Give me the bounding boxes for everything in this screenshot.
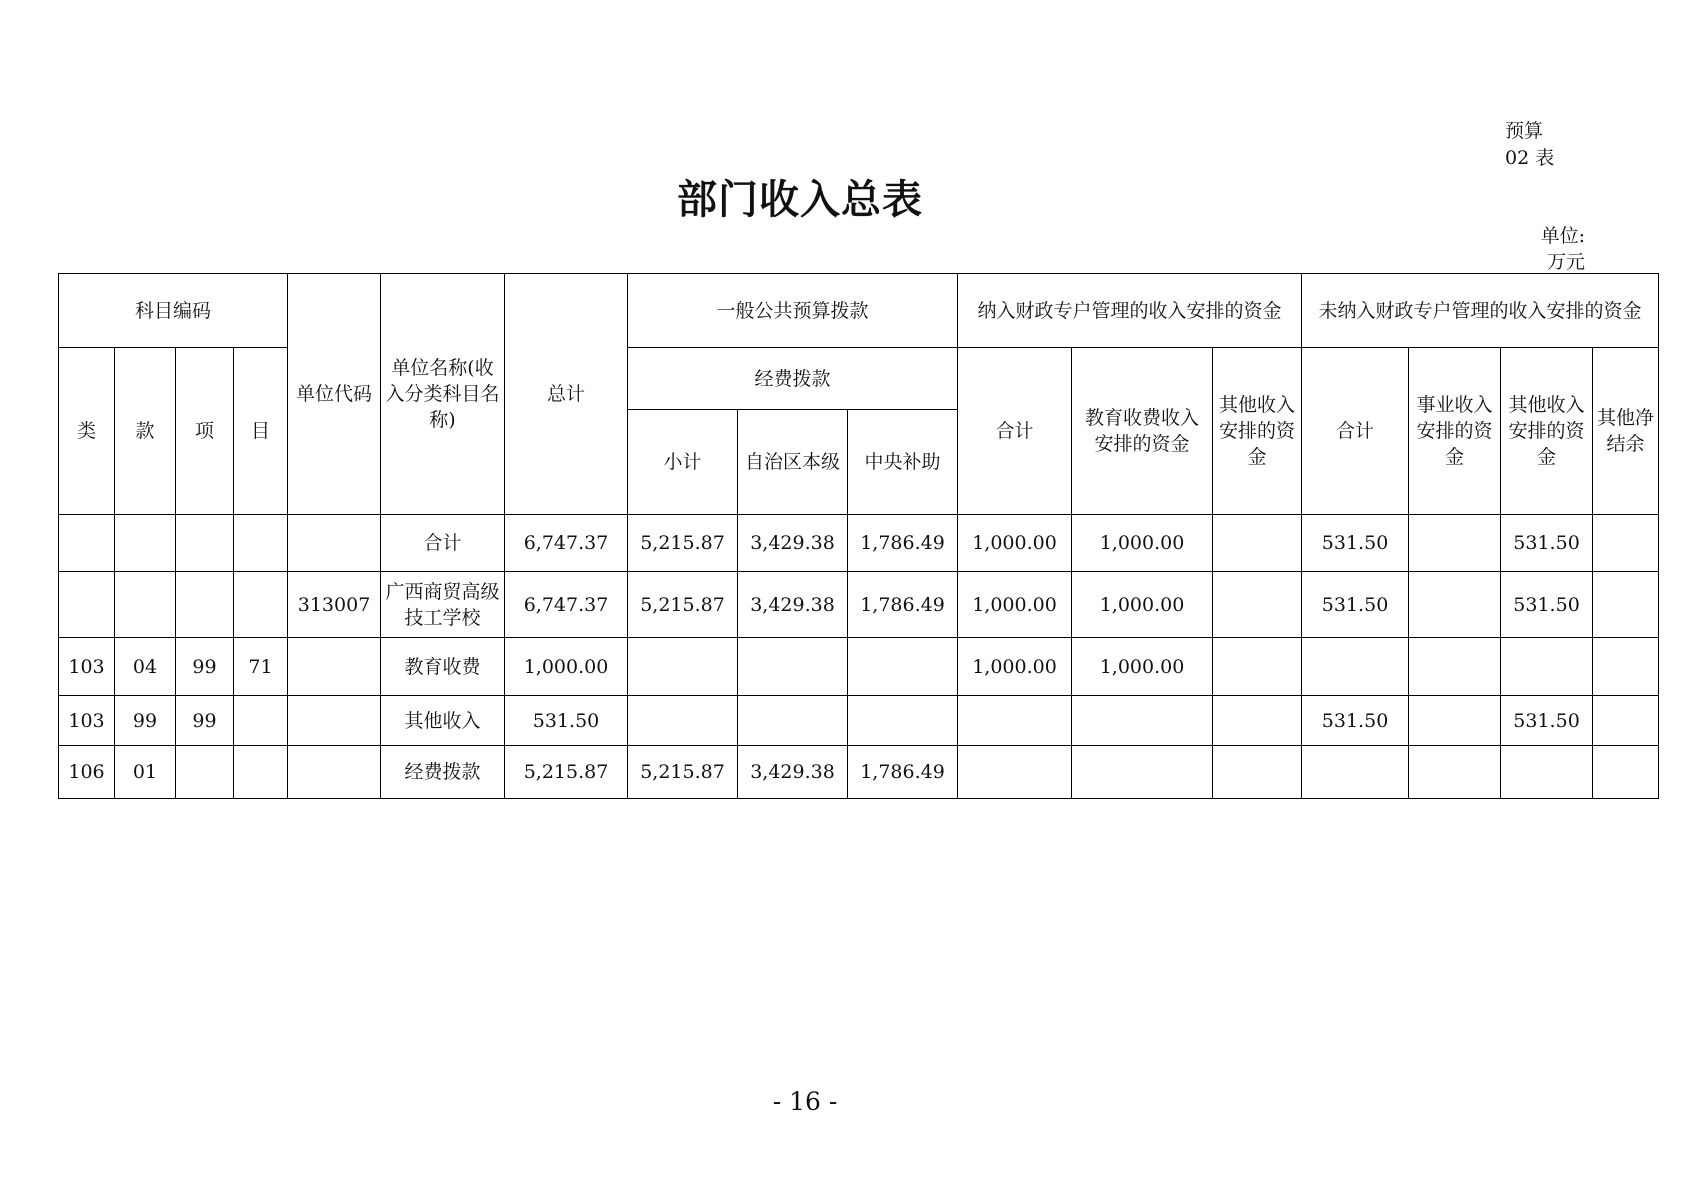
cell-region-level: 3,429.38 [738, 572, 848, 638]
cell-nf-business-income [1409, 696, 1501, 746]
cell-unit-code [288, 696, 381, 746]
cell-unit-name: 教育收费 [381, 638, 505, 696]
cell-mu [234, 515, 288, 572]
cell-nf-other-income [1501, 746, 1593, 799]
cell-fs-education-fee [1072, 746, 1213, 799]
cell-fs-other-income [1213, 746, 1302, 799]
cell-total: 5,215.87 [505, 746, 628, 799]
table-row [59, 572, 1659, 638]
cell-xiang [176, 572, 234, 638]
header-subject-code: 科目编码 [59, 274, 288, 348]
header-funding-allocation: 经费拨款 [628, 348, 958, 410]
cell-nf-other-income: 531.50 [1501, 515, 1593, 572]
cell-region-level [738, 638, 848, 696]
cell-nf-net-balance [1593, 696, 1659, 746]
cell-unit-code [288, 746, 381, 799]
document-title: 部门收入总表 [677, 176, 923, 223]
cell-region-level: 3,429.38 [738, 515, 848, 572]
cell-total: 6,747.37 [505, 572, 628, 638]
form-number-line1: 预算 [1505, 120, 1544, 142]
cell-nf-net-balance [1593, 638, 1659, 696]
header-nf-business-income: 事业收入安排的资金 [1409, 348, 1501, 515]
header-general-budget: 一般公共预算拨款 [628, 274, 958, 348]
unit-label-line1: 单位: [1540, 225, 1585, 247]
cell-unit-name: 广西商贸高级技工学校 [381, 572, 505, 638]
header-non-fiscal: 未纳入财政专户管理的收入安排的资金 [1302, 274, 1659, 348]
cell-nf-total: 531.50 [1302, 696, 1409, 746]
table-row [59, 746, 1659, 799]
cell-central-subsidy: 1,786.49 [848, 572, 958, 638]
header-fs-other-income: 其他收入安排的资金 [1213, 348, 1302, 515]
cell-fs-other-income [1213, 638, 1302, 696]
cell-unit-name: 合计 [381, 515, 505, 572]
cell-mu [234, 696, 288, 746]
cell-fs-total [958, 696, 1072, 746]
unit-label-line2: 万元 [1546, 251, 1585, 273]
cell-fs-other-income [1213, 572, 1302, 638]
unit-label [1509, 223, 1585, 275]
cell-kuan [115, 515, 176, 572]
header-subtotal: 小计 [628, 410, 738, 515]
cell-nf-business-income [1409, 638, 1501, 696]
cell-subtotal [628, 638, 738, 696]
table-row [59, 515, 1659, 572]
header-mu: 目 [234, 348, 288, 515]
cell-unit-code [288, 515, 381, 572]
cell-xiang [176, 746, 234, 799]
header-fs-total: 合计 [958, 348, 1072, 515]
cell-nf-total: 531.50 [1302, 515, 1409, 572]
cell-subtotal: 5,215.87 [628, 746, 738, 799]
cell-fs-education-fee: 1,000.00 [1072, 515, 1213, 572]
cell-nf-total [1302, 746, 1409, 799]
cell-nf-total [1302, 638, 1409, 696]
cell-lei [59, 572, 115, 638]
header-row-1 [59, 274, 1659, 348]
cell-nf-other-income: 531.50 [1501, 572, 1593, 638]
cell-central-subsidy [848, 638, 958, 696]
cell-fs-total: 1,000.00 [958, 638, 1072, 696]
header-nf-total: 合计 [1302, 348, 1409, 515]
cell-central-subsidy: 1,786.49 [848, 746, 958, 799]
cell-nf-business-income [1409, 515, 1501, 572]
cell-fs-education-fee [1072, 696, 1213, 746]
cell-lei: 103 [59, 638, 115, 696]
cell-subtotal: 5,215.87 [628, 572, 738, 638]
cell-nf-total: 531.50 [1302, 572, 1409, 638]
cell-nf-other-income [1501, 638, 1593, 696]
cell-total: 6,747.37 [505, 515, 628, 572]
cell-mu [234, 572, 288, 638]
table-row [59, 696, 1659, 746]
cell-nf-other-income: 531.50 [1501, 696, 1593, 746]
header-unit-name: 单位名称(收入分类科目名称) [381, 274, 505, 515]
cell-fs-other-income [1213, 515, 1302, 572]
cell-central-subsidy [848, 696, 958, 746]
cell-nf-business-income [1409, 572, 1501, 638]
cell-unit-code: 313007 [288, 572, 381, 638]
header-unit-code: 单位代码 [288, 274, 381, 515]
header-nf-net-balance: 其他净结余 [1593, 348, 1659, 515]
cell-total: 531.50 [505, 696, 628, 746]
cell-xiang [176, 515, 234, 572]
cell-nf-net-balance [1593, 515, 1659, 572]
cell-mu: 71 [234, 638, 288, 696]
cell-subtotal [628, 696, 738, 746]
header-fs-education-fee: 教育收费收入安排的资金 [1072, 348, 1213, 515]
form-number [1505, 118, 1554, 172]
page-number: - 16 - [772, 1087, 838, 1116]
cell-fs-education-fee: 1,000.00 [1072, 638, 1213, 696]
header-nf-other-income: 其他收入安排的资金 [1501, 348, 1593, 515]
cell-lei: 103 [59, 696, 115, 746]
header-kuan: 款 [115, 348, 176, 515]
header-xiang: 项 [176, 348, 234, 515]
cell-fs-total: 1,000.00 [958, 572, 1072, 638]
cell-kuan: 01 [115, 746, 176, 799]
cell-unit-name: 其他收入 [381, 696, 505, 746]
cell-total: 1,000.00 [505, 638, 628, 696]
cell-central-subsidy: 1,786.49 [848, 515, 958, 572]
cell-region-level [738, 696, 848, 746]
cell-unit-name: 经费拨款 [381, 746, 505, 799]
header-lei: 类 [59, 348, 115, 515]
cell-lei: 106 [59, 746, 115, 799]
cell-fs-total [958, 746, 1072, 799]
cell-subtotal: 5,215.87 [628, 515, 738, 572]
cell-kuan: 99 [115, 696, 176, 746]
header-total: 总计 [505, 274, 628, 515]
header-central-subsidy: 中央补助 [848, 410, 958, 515]
cell-mu [234, 746, 288, 799]
cell-fs-education-fee: 1,000.00 [1072, 572, 1213, 638]
form-number-line2: 02 表 [1505, 147, 1555, 169]
cell-lei [59, 515, 115, 572]
cell-fs-total: 1,000.00 [958, 515, 1072, 572]
income-summary-table [58, 273, 1659, 799]
cell-kuan [115, 572, 176, 638]
cell-nf-net-balance [1593, 572, 1659, 638]
cell-nf-business-income [1409, 746, 1501, 799]
table-row [59, 638, 1659, 696]
cell-xiang: 99 [176, 638, 234, 696]
header-region-level: 自治区本级 [738, 410, 848, 515]
cell-unit-code [288, 638, 381, 696]
cell-xiang: 99 [176, 696, 234, 746]
cell-kuan: 04 [115, 638, 176, 696]
header-fiscal-special: 纳入财政专户管理的收入安排的资金 [958, 274, 1302, 348]
cell-region-level: 3,429.38 [738, 746, 848, 799]
cell-fs-other-income [1213, 696, 1302, 746]
cell-nf-net-balance [1593, 746, 1659, 799]
